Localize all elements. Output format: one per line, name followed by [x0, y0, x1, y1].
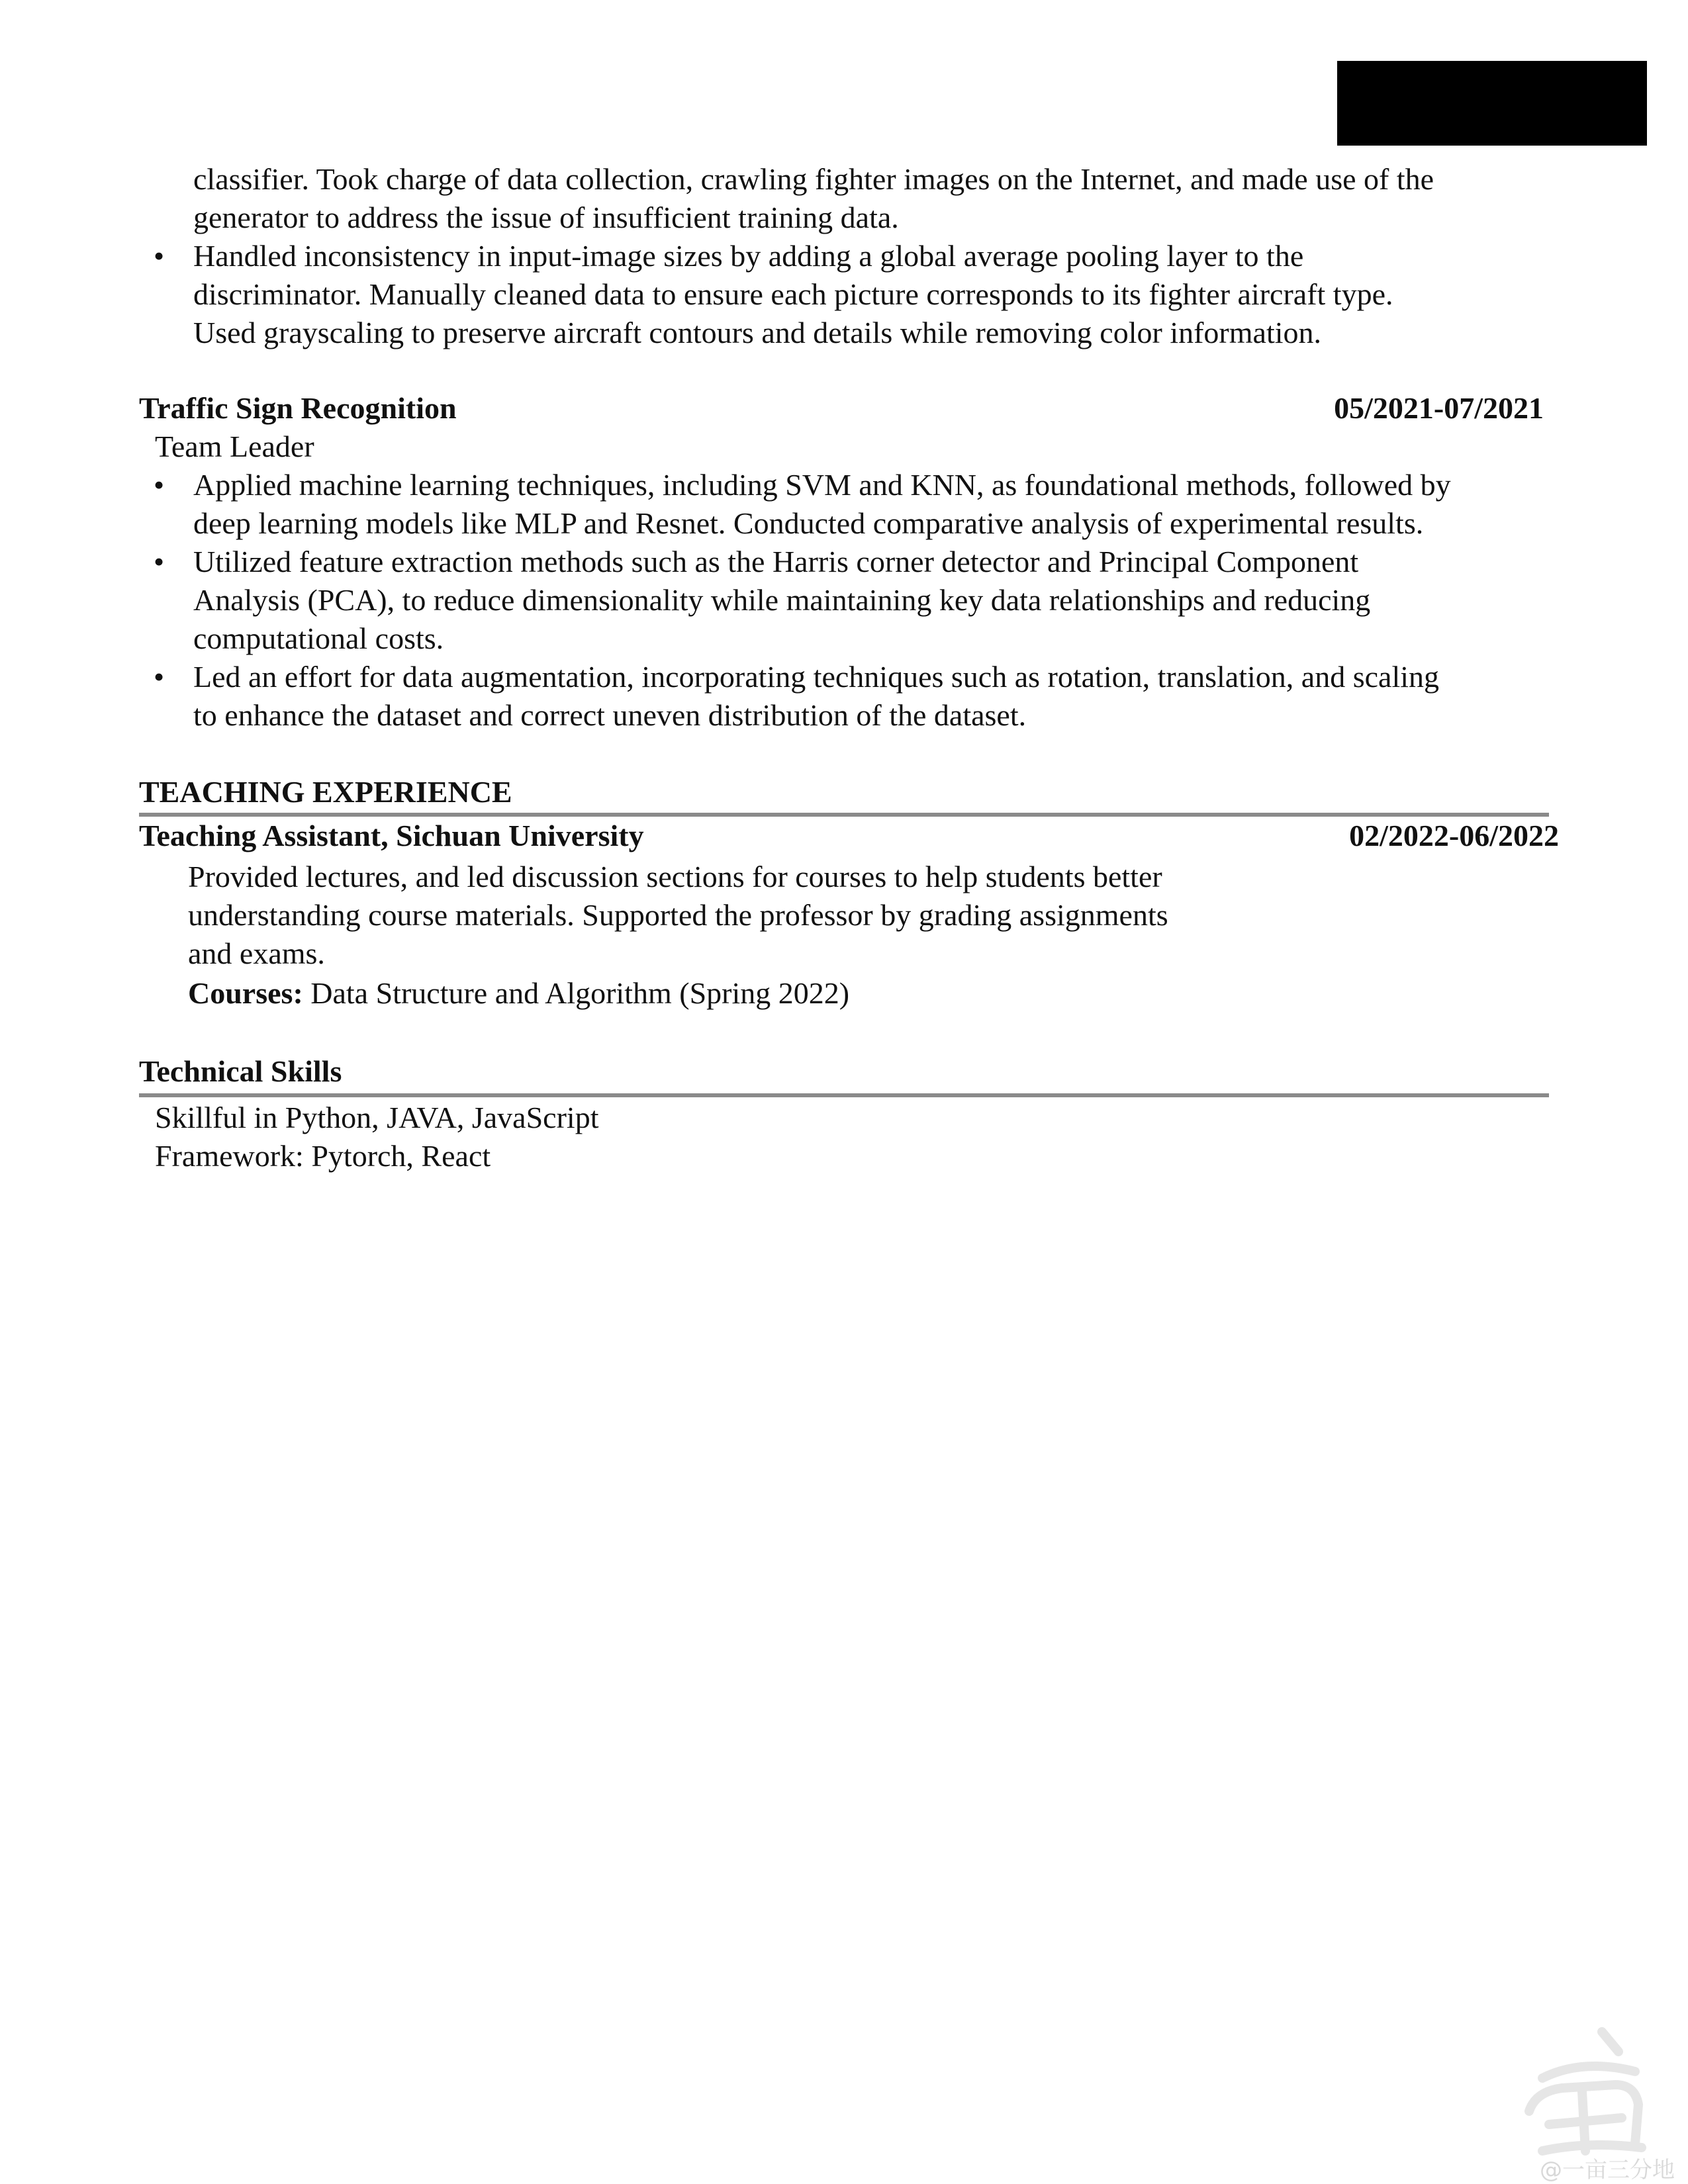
project2-bullet-line: to enhance the dataset and correct uneven distribution of the dataset.	[193, 698, 1027, 732]
project-role: Team Leader	[155, 430, 314, 463]
section-heading-skills: Technical Skills	[139, 1054, 342, 1088]
project1-bullet-line: Handled inconsistency in input-image sizes by adding a global average pooling layer to the	[193, 239, 1304, 273]
watermark-logo-icon	[1503, 2019, 1662, 2171]
bullet-dot: •	[154, 468, 165, 502]
project-date: 05/2021-07/2021	[1334, 391, 1544, 425]
project2-bullet-line: computational costs.	[193, 621, 444, 655]
project2-bullet-line: deep learning models like MLP and Resnet. Conducted comparative analysis of experimental results.	[193, 506, 1424, 540]
project1-line: generator to address the issue of insufficient training data.	[193, 201, 899, 234]
project2-bullet-line: Utilized feature extraction methods such as the Harris corner detector and Principal Component	[193, 545, 1359, 578]
project2-bullet-line: Analysis (PCA), to reduce dimensionality while maintaining key data relationships and reducing	[193, 583, 1371, 617]
teaching-desc-line: understanding course materials. Supported the professor by grading assignments	[188, 898, 1168, 932]
project1-line: classifier. Took charge of data collection, crawling fighter images on the Internet, and made use of the	[193, 162, 1434, 196]
project2-bullet-line: Applied machine learning techniques, including SVM and KNN, as foundational methods, followed by	[193, 468, 1451, 502]
teaching-courses	[188, 974, 849, 1013]
section-heading-teaching: TEACHING EXPERIENCE	[139, 775, 512, 809]
teaching-title: Teaching Assistant, Sichuan University	[139, 819, 644, 852]
bullet-dot: •	[154, 660, 165, 694]
skills-line: Skillful in Python, JAVA, JavaScript	[155, 1101, 599, 1134]
teaching-date: 02/2022-06/2022	[1349, 819, 1559, 852]
section-rule	[139, 1093, 1549, 1097]
redaction-block	[1337, 61, 1647, 146]
bullet-dot: •	[154, 239, 165, 273]
teaching-desc-line: and exams.	[188, 936, 325, 970]
project1-bullet-line: Used grayscaling to preserve aircraft contours and details while removing color information.	[193, 316, 1321, 349]
teaching-desc-line: Provided lectures, and led discussion sections for courses to help students better	[188, 860, 1162, 893]
project1-bullet-line: discriminator. Manually cleaned data to ensure each picture corresponds to its fighter aircraft type.	[193, 277, 1393, 311]
skills-line: Framework: Pytorch, React	[155, 1139, 491, 1173]
courses-label: Courses:	[188, 976, 303, 1010]
project2-bullet-line: Led an effort for data augmentation, incorporating techniques such as rotation, translation, and scaling	[193, 660, 1440, 694]
bullet-dot: •	[154, 545, 165, 578]
courses-value: Data Structure and Algorithm (Spring 2022)	[303, 976, 850, 1010]
watermark-text: @一亩三分地	[1540, 2157, 1675, 2183]
project-title: Traffic Sign Recognition	[139, 391, 457, 425]
